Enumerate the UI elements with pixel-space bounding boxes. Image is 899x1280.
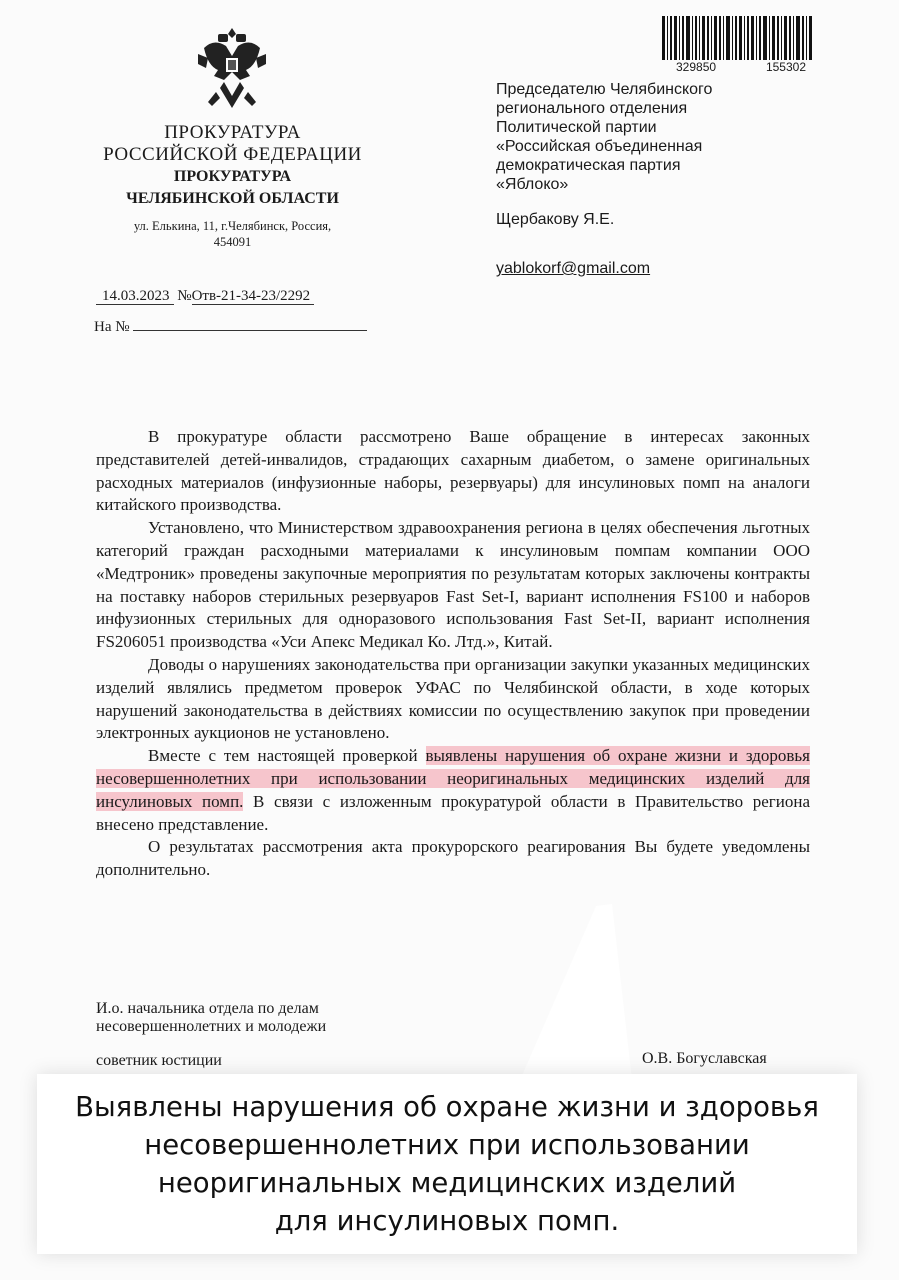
quote-callout [37, 1074, 857, 1254]
org-line-1: ПРОКУРАТУРА [164, 122, 301, 143]
org-address-line-1: ул. Елькина, 11, г.Челябинск, Россия, [133, 219, 332, 233]
outgoing-reference [96, 288, 314, 305]
outgoing-number: Отв-21-34-23/2292 [192, 288, 315, 305]
paragraph-1: В прокуратуре области рассмотрено Ваше обращение в интересах законных представителей детей-инвалидов, страдающих сахарным диабетом, о замене оригинальных расходных материалов (инфузионные наборы, резервуары) для инсулиновых помп на аналоги китайского производства. [96, 427, 810, 515]
signer-title [96, 1000, 326, 1036]
barcode-number-2: 155302 [765, 60, 806, 74]
addressee-line-6: «Яблоко» [496, 176, 569, 193]
paragraph-5: О результатах рассмотрения акта прокурорского реагирования Вы будете уведомлены дополнительно. [96, 837, 810, 880]
addressee-line-1: Председателю Челябинского [496, 81, 713, 98]
addressee-line-3: Политической партии [496, 119, 657, 136]
paragraph-2: Установлено, что Министерством здравоохранения региона в целях обеспечения льготных категорий граждан расходными материалами к инсулиновым помпам компании ООО «Медтроник» проведены закупочные мероприятия по результатам которых заключены контракты на поставку наборов стерильных резервуаров Fast Set-I, вариант исполнения FS100 и наборов инфузионных стерильных для одноразового использования Fast Set-II, вариант исполнения FS206051 производства «Уси Апекс Медикал Ко. Лтд.», Китай. [96, 518, 810, 652]
letter-body [96, 426, 810, 882]
org-line-4: ЧЕЛЯБИНСКОЙ ОБЛАСТИ [126, 190, 339, 207]
addressee-email: yablokorf@gmail.com [496, 260, 651, 277]
addressee-line-5: демократическая партия [496, 157, 681, 174]
double-headed-eagle-emblem-icon [196, 20, 268, 112]
highlighted-finding: выявлены нарушения об охране жизни и здоровья несовершеннолетних при использовании неоригинальных медицинских изделий для инсулиновых помп. [96, 746, 810, 811]
outgoing-date: 14.03.2023 [96, 288, 174, 305]
addressee-line-4: «Российская объединенная [496, 138, 703, 155]
addressee-block [496, 80, 826, 278]
incoming-reference [94, 316, 367, 336]
paragraph-4 [96, 745, 810, 836]
signer-title-line-1: И.о. начальника отдела по делам [96, 1000, 319, 1017]
barcode-number-1: 329850 [676, 60, 717, 74]
org-line-2: РОССИЙСКОЙ ФЕДЕРАЦИИ [103, 144, 362, 165]
signer-name: О.В. Богуславская [642, 1050, 767, 1067]
signer-rank: советник юстиции [96, 1052, 222, 1069]
barcode-numbers [676, 60, 806, 74]
org-address-line-2: 454091 [213, 235, 252, 249]
number-sign: № [177, 288, 192, 304]
paragraph-4-end: В связи с изложенным прокуратурой области в Правительство региона внесено представление. [96, 791, 810, 834]
callout-line-4: для инсулиновых помп. [274, 1205, 620, 1237]
org-line-3: ПРОКУРАТУРА [173, 168, 292, 185]
addressee-name: Щербакову Я.Е. [496, 211, 615, 228]
signer-title-line-2: несовершеннолетних и молодежи [96, 1018, 327, 1035]
incoming-label: На № [94, 319, 130, 335]
addressee-line-2: регионального отделения [496, 100, 688, 117]
paragraph-4-start: Вместе с тем настоящей проверкой [148, 746, 426, 766]
org-address [80, 218, 385, 250]
organization-block [80, 122, 385, 250]
incoming-number-blank [133, 316, 367, 331]
paragraph-3: Доводы о нарушениях законодательства при организации закупки указанных медицинских изделий являлись предметом проверок УФАС по Челябинской области, в ходе которых нарушений законодательства в действиях комиссии по осуществлению закупок при проведении электронных аукционов не установлено. [96, 654, 810, 743]
callout-line-2: несовершеннолетних при использовании [144, 1129, 750, 1161]
callout-line-3: неоригинальных медицинских изделий [157, 1167, 737, 1199]
barcode [662, 16, 812, 60]
callout-line-1: Выявлены нарушения об охране жизни и здоровья [75, 1091, 819, 1123]
